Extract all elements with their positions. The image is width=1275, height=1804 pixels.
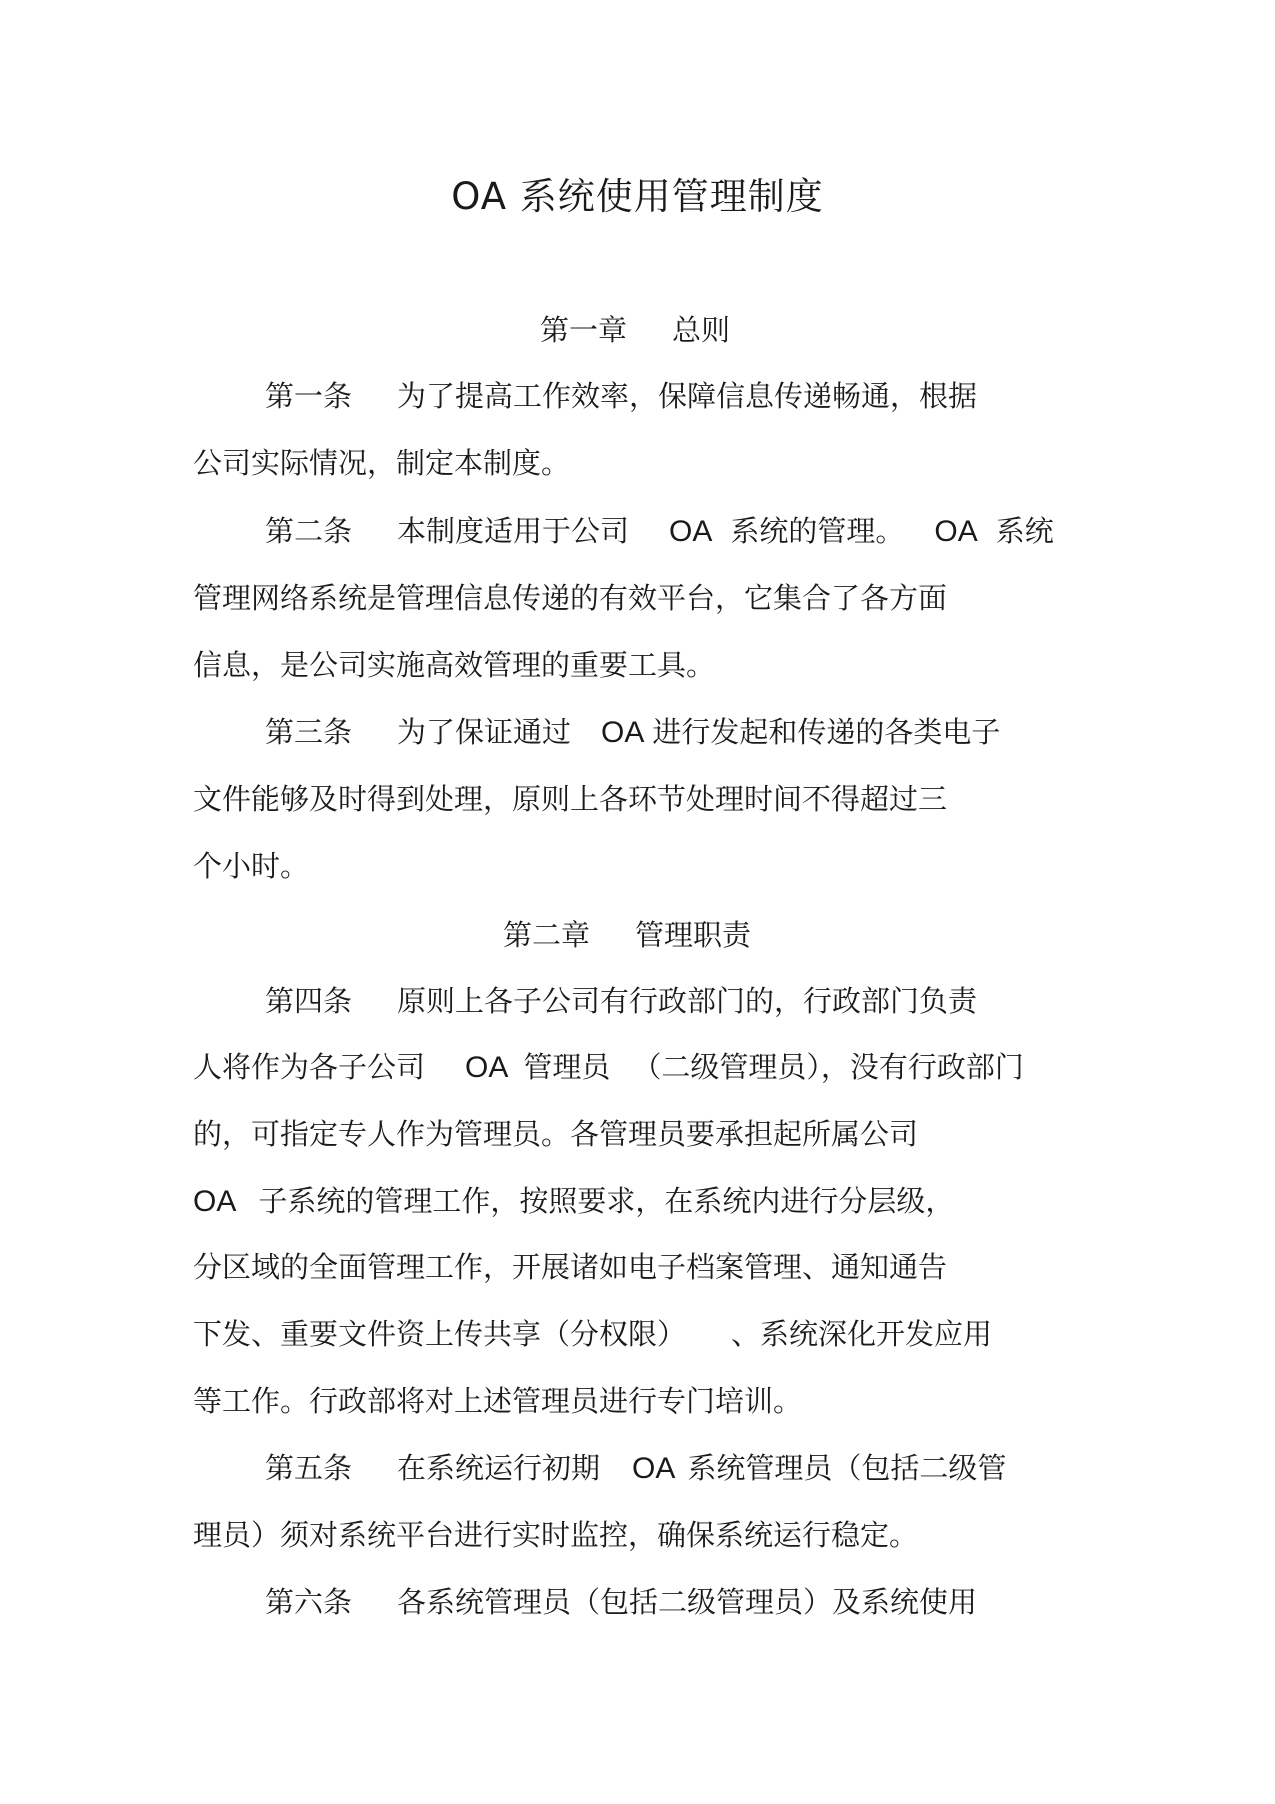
article-3-line-1: 第三条 为了保证通过 OA 进行发起和传递的各类电子 [265,715,1001,749]
article-4-line-2: 人将作为各子公司 OA 管理员 （二级管理员），没有行政部门 [193,1050,1024,1084]
chapter-2-name: 管理职责 [635,918,752,952]
article-5-line-1: 第五条 在系统运行初期 OA 系统管理员（包括二级管 [265,1451,1007,1485]
article-1-line-1: 第一条 为了提高工作效率，保障信息传递畅通，根据 [265,379,978,413]
article-4-number: 第四条 [265,984,353,1018]
article-4-line-3: 的，可指定专人作为管理员。各管理员要承担起所属公司 [193,1117,919,1151]
article-4-line-6: 下发、重要文件资上传共享（分权限） 、系统深化开发应用 [193,1317,993,1351]
article-2-line-1: 第二条 本制度适用于公司 OA 系统的管理。 OA 系统 [265,514,1054,548]
article-2-line-3: 信息，是公司实施高效管理的重要工具。 [193,648,716,682]
article-3-line-2: 文件能够及时得到处理，原则上各环节处理时间不得超过三 [193,782,948,816]
chapter-1-number: 第一章 [540,313,628,347]
article-1-number: 第一条 [265,379,353,413]
article-3-number: 第三条 [265,715,353,749]
chapter-1-name: 总则 [672,313,731,347]
article-4-line-1: 第四条 原则上各子公司有行政部门的，行政部门负责 [265,984,978,1018]
article-1-line-2: 公司实际情况，制定本制度。 [193,446,571,480]
chapter-2-number: 第二章 [503,918,591,952]
chapter-1-heading [540,310,730,350]
article-6-number: 第六条 [265,1585,353,1619]
article-3-line-3: 个小时。 [193,849,310,883]
article-2-number: 第二条 [265,514,353,548]
document-title: OA 系统使用管理制度 [451,175,824,218]
article-4-line-4: OA 子系统的管理工作，按照要求，在系统内进行分层级， [193,1184,955,1218]
article-4-line-7: 等工作。行政部将对上述管理员进行专门培训。 [193,1384,803,1418]
article-5-line-2: 理员）须对系统平台进行实时监控，确保系统运行稳定。 [193,1518,919,1552]
chapter-2-heading [503,915,751,955]
article-5-number: 第五条 [265,1451,353,1485]
article-2-line-2: 管理网络系统是管理信息传递的有效平台，它集合了各方面 [193,581,948,615]
article-4-line-5: 分区域的全面管理工作，开展诸如电子档案管理、通知通告 [193,1250,948,1284]
article-6-line-1: 第六条 各系统管理员（包括二级管理员）及系统使用 [265,1585,978,1619]
